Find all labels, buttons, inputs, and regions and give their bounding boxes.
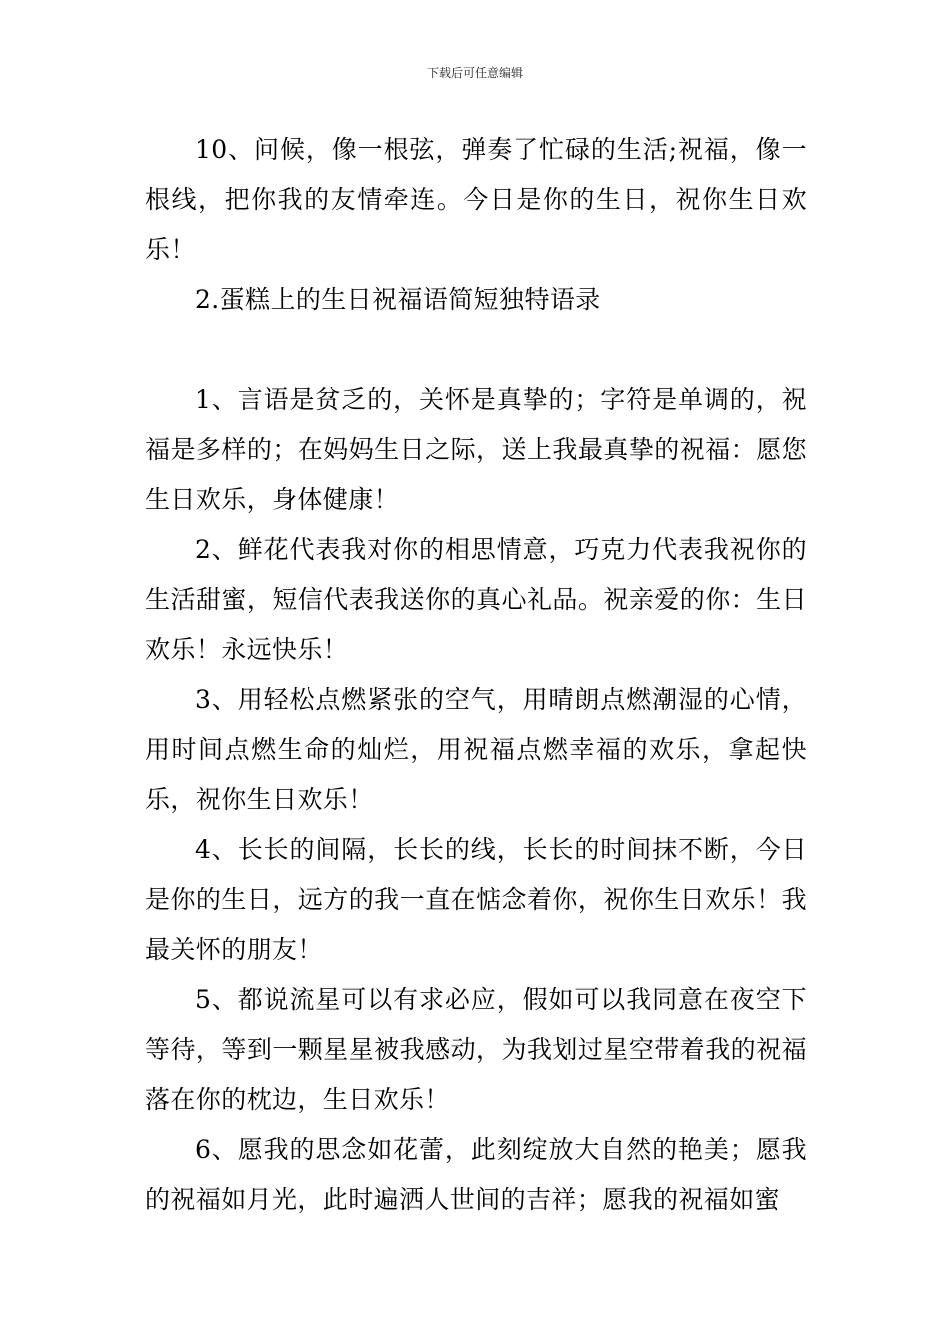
page-header: 下载后可任意编辑 — [426, 66, 523, 80]
document-body — [145, 125, 807, 1225]
paragraph-wish-4: 4、长长的间隔，长长的线，长长的时间抹不断，今日是你的生日，远方的我一直在惦念着你，祝你生日欢乐！我最关怀的朋友！ — [145, 835, 807, 964]
paragraph-wish-1: 1、言语是贫乏的，关怀是真挚的；字符是单调的，祝福是多样的；在妈妈生日之际，送上我最真挚的祝福：愿您生日欢乐，身体健康！ — [145, 385, 807, 514]
paragraph-wish-3: 3、用轻松点燃紧张的空气，用晴朗点燃潮湿的心情，用时间点燃生命的灿烂，用祝福点燃幸福的欢乐，拿起快乐，祝你生日欢乐！ — [145, 685, 807, 814]
paragraph-wish-5: 5、都说流星可以有求必应，假如可以我同意在夜空下等待，等到一颗星星被我感动，为我划过星空带着我的祝福落在你的枕边，生日欢乐！ — [145, 985, 807, 1114]
paragraph-wish-10: 10、问候，像一根弦，弹奏了忙碌的生活;祝福，像一根线，把你我的友情牵连。今日是你的生日，祝你生日欢乐！ — [145, 135, 807, 264]
section-heading: 2.蛋糕上的生日祝福语简短独特语录 — [195, 285, 601, 314]
paragraph-wish-2: 2、鲜花代表我对你的相思情意，巧克力代表我祝你的生活甜蜜，短信代表我送你的真心礼品。祝亲爱的你：生日欢乐！永远快乐！ — [145, 535, 807, 664]
paragraph-wish-6: 6、愿我的思念如花蕾，此刻绽放大自然的艳美；愿我的祝福如月光，此时遍洒人世间的吉祥；愿我的祝福如蜜 — [145, 1135, 807, 1214]
